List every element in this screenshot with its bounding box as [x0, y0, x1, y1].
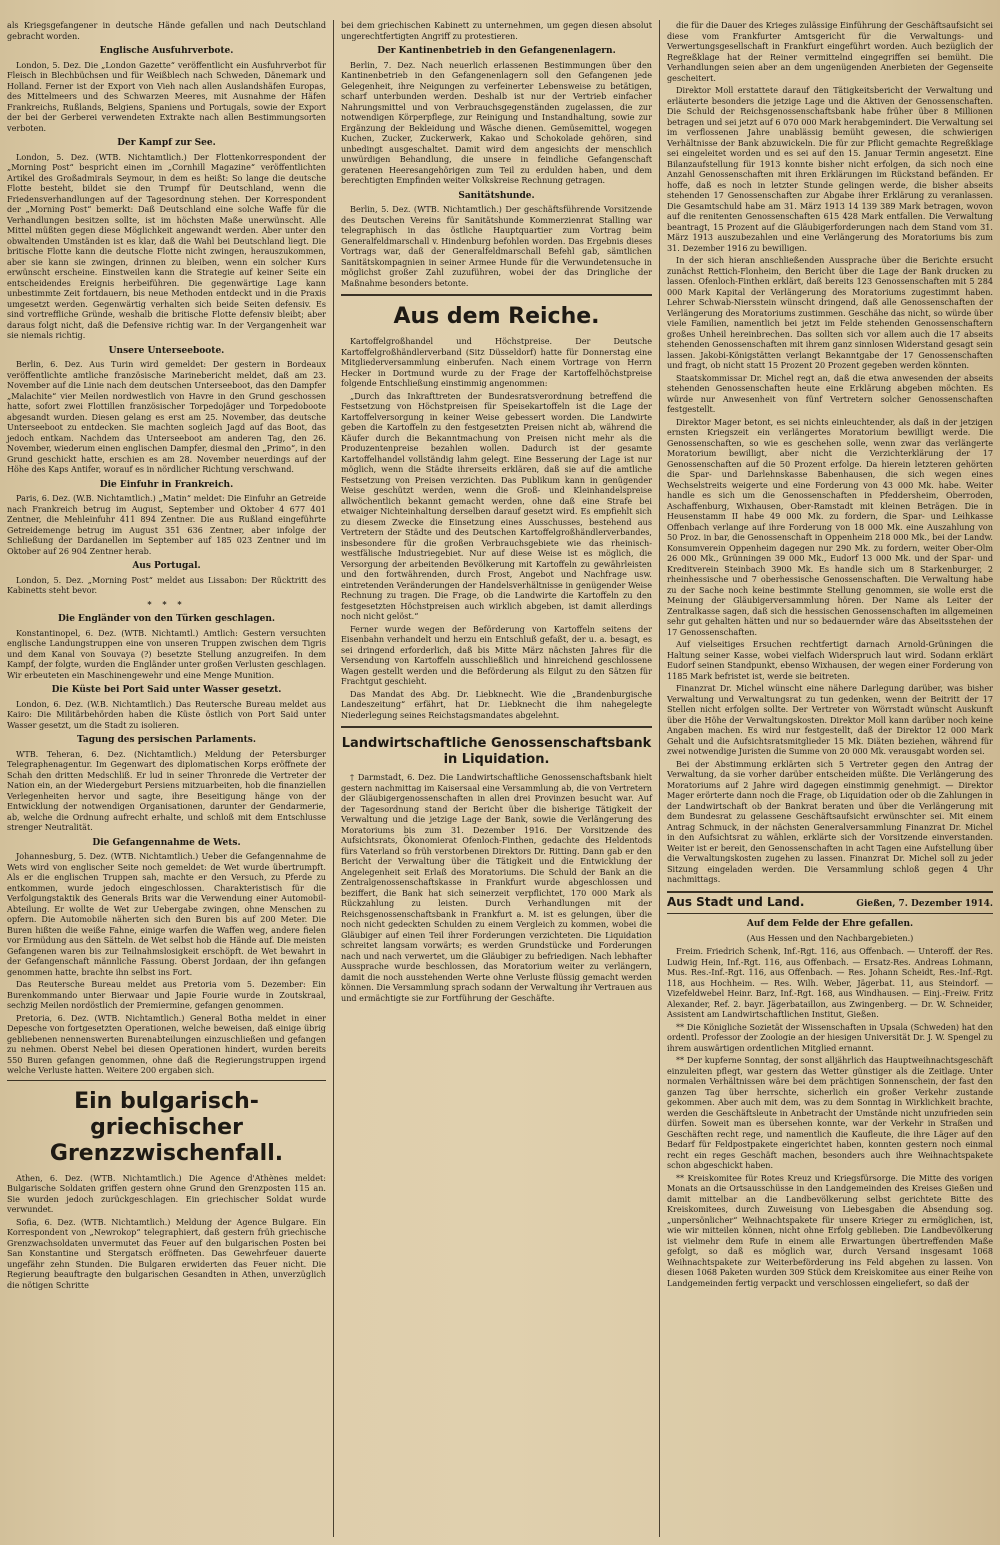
section-dateline: Gießen, 7. Dezember 1914. — [856, 898, 993, 909]
article-headline: Die Einfuhr in Frankreich. — [99, 479, 234, 490]
article-headline: Aus Portugal. — [132, 561, 201, 571]
article-paragraph: Auf vielseitiges Ersuchen rechtfertigt darnach Arnold-Grüningen die Haltung seiner Kasse, wobei vielfach Widerspruch laut wird. Sodann erklärt Eudorf seinen Standpunkt, ebenso Wixhausen, der wegen einer Forderung von 1185 Mark befristet ist, werde sie beitreten. — [667, 639, 993, 681]
gefallen-subtitle: (Aus Hessen und den Nachbargebieten.) — [746, 932, 914, 943]
divider — [7, 1080, 326, 1081]
article-paragraph: Kartoffelgroßhandel und Höchstpreise. Der Deutsche Kartoffelgroßhändlerverband (Sitz Düsseldorf) hatte für Donnerstag eine Mitgliederversammlung einberufen. Nach einem Vortrage von Herrn Hecker in Dortmund wurde zu der Frage der Kartoffelhöchstpreise folgende Entschließung einstimmig angenommen: — [341, 336, 652, 388]
article-headline: Die Küste bei Port Said unter Wasser gesetzt. — [51, 685, 282, 695]
article-paragraph: Konstantinopel, 6. Dez. (WTB. Nichtamtl.) Amtlich: Gestern versuchten englische Landungstruppen eine von unseren Truppen zwischen dem Tigris und dem Kanal von Souvaya (?) besetzte Stellung anzugreifen. In dem Kampf, der folgte, wurden die Engländer unter großen Verlusten geschlagen. Wir erbeuteten ein Maschinengewehr und eine Menge Munition. — [7, 627, 326, 680]
article-paragraph: Finanzrat Dr. Michel wünscht eine nähere Darlegung darüber, was bisher Verwaltung und Verwaltungsrat zu tun gedenken, wenn der Beitritt der 17 Stellen nicht erfolgen sollte. Der Vertreter von Wörrstadt wünscht Auskunft über die Höhe der Verwaltungskosten. Direktor Moll kann darüber noch keine Angaben machen. Es wird nur festgestellt, daß der Direktor 12 000 Mark Gehalt und die Aufsichtsratsmitglieder 15 Mk. Diäten beziehen, während für zwei notwendige Juristen die Summe von 20 000 Mk. verausgabt worden sei. — [667, 683, 993, 756]
article-paragraph: In der sich hieran anschließenden Aussprache über die Berichte ersucht zunächst Rettich-Flonheim, den Bericht über die Lage der Bank drucken zu lassen. Ofenloch-Finthen erklärt, daß bereits 123 Genossenschaften mit 5 284 000 Mark Kapital der Verlängerung des Moratoriums zugestimmt haben. Lehrer Schwab-Niersstein wünscht dringend, daß alle Genossenschaften der Verlängerung des Moratoriums zustimmen. Geschähe das nicht, so würde über viele Familien, namentlich bei jetzt im Felde stehenden Genossenschaftern großes Unheil hereinbrechen. Das sollten sich vor allem auch die 17 abseits stehenden Genossenschaften mit ihrem ganz sinnlosen Widerstand gesagt sein lassen. Jakobi-Königstätten verlangt Bekanntgabe der 17 Genossenschaften und fragt, ob nicht statt 15 Prozent 20 Prozent gegeben werden könnten. — [667, 255, 993, 370]
article-paragraph: † Darmstadt, 6. Dez. Die Landwirtschaftliche Genossenschaftsbank hielt gestern nachmittag im Kaisersaal eine Versammlung ab, die von Vertretern der Gläubigergenossenschaften in allen drei Provinzen besucht war. Auf der Tagesordnung stand der Bericht über die bisherige Tätigkeit der Verwaltung und die jetzige Lage der Bank, sowie die Verlängerung des Moratoriums bis zum 31. Dezember 1916. Der Vorsitzende des Aufsichtsrats, Ökonomierat Ofenloch-Finthen, gedachte des Heldentods fürs Vaterland so früh verstorbenen Direktors Dr. Ritting. Dann gab er den Bericht der Verwaltung über die Tätigkeit und die Entwicklung der Angelegenheit seit Erlaß des Moratoriums. Die Schuld der Bank an die Zentralgenossenschaftskasse in Frankfurt wurde abgeschlossen und beziffert, die Bank hat sich seinerzeit verpflichtet, 170 000 Mark als Rückzahlung zu leisten. Durch Verhandlungen mit der Reichsgenossenschaftsbank in Frankfurt a. M. ist es gelungen, über die noch nicht gedeckten Schulden zu einem Vergleich zu kommen, wobei die Gläubiger auf einen Teil ihrer Forderungen verzichteten. Die Liquidation schreitet langsam vorwärts; es werden Grundstücke und Forderungen nach und nach verwertet, um die Gläubiger zu befriedigen. Nach lebhafter Aussprache wurde beschlossen, das Moratorium weiter zu verlängern, damit die noch ausstehenden Werte ohne Verluste flüssig gemacht werden können. Die Versammlung sprach sodann der Verwaltung ihr Vertrauen aus und ermächtigte sie zur Fortführung der Geschäfte. — [341, 772, 652, 1003]
article-headline: Der Kantinenbetrieb in den Gefangenenlagern. — [377, 46, 616, 56]
article-paragraph: ** Der kupferne Sonntag, der sonst alljährlich das Hauptweihnachtsgeschäft einzuleiten pflegt, war gestern das Wetter günstiger als die Zeitlage. Unter normalen Verhältnissen wäre bei dem prächtigen Sonnenschein, der fast den ganzen Tag über herrschte, sicherlich ein großer Verkehr zustande gekommen. Aber auch mit dem, was zu dem Sonntag in Wirklichkeit brachte, werden die Geschäftsleute in Anbetracht der Umstände nicht unzufrieden sein dürfen. Soweit man es übersehen konnte, war der Verkehr in Straßen und Geschäften recht rege, und namentlich die Kaufleute, die ihre Läger auf den Bedarf für Feldpostpakete eingerichtet haben, konnten gestern noch einmal recht ein reges Geschäft machen, besonders auch ihre Weihnachtspakete schon abgeschickt haben. — [667, 1055, 993, 1170]
article-headline: Sanitätshunde. — [458, 190, 535, 201]
divider — [341, 294, 652, 296]
article-paragraph: Staatskommissar Dr. Michel regt an, daß die etwa anwesenden der abseits stehenden Genossenschaften heute eine Erklärung abgeben möchten. Es würde nur Anwesenheit von fünf Vertretern solcher Genossenschaften festgestellt. — [667, 372, 993, 414]
col2-articles — [341, 46, 652, 288]
article-paragraph: Berlin, 6. Dez. Aus Turin wird gemeldet: Der gestern in Bordeaux veröffentlichte amtliche französische Marinebericht meldet, daß am 23. November auf die Linie nach dem deutschen Unterseeboot, das den Dampfer „Malachite“ vier Meilen nordwestlich von Havre in den Grund geschossen hatte, sofort zwei Flottillen französischer Torpedojäger und Torpedoboote abgesandt wurden. Diesen gelang es erst am 25. November, das deutsche Unterseeboot zu entdecken. Sie machten sogleich Jagd auf das Boot, das jedoch entkam. Nachdem das Unterseeboot am anderen Tag, den 26. November, wiederum einen englischen Dampfer, diesmal den „Primo“, in den Grund geschickt hatte, erschien es am 28. November neuerdings auf der Höhe des Kaps Antifer, worauf es in nördlicher Richtung verschwand. — [7, 359, 326, 474]
article-paragraph: Ferner wurde wegen der Beförderung von Kartoffeln seitens der Eisenbahn verhandelt und herzu ein Entschluß gefaßt, der u. a. besagt, es sei dringend erforderlich, daß bis Mitte März nächsten Jahres für die Versendung von Kartoffeln ausschließlich und hinreichend geschlossene Wagen gestellt werden und die Beförderung als Eilgut zu den Sätzen für Frachtgut geschieht. — [341, 623, 652, 686]
divider — [667, 913, 993, 914]
col2-intro: bei dem griechischen Kabinett zu unternehmen, um gegen diesen absolut ungerechtfertigten Angriff zu protestieren. — [341, 20, 652, 41]
section-title: Aus Stadt und Land. — [667, 894, 805, 909]
article-paragraph: Paris, 6. Dez. (W.B. Nichtamtlich.) „Matin“ meldet: Die Einfuhr an Getreide nach Frankreich betrug im August, September und Oktober 4 677 401 Zentner, die Mehleinfuhr 411 894 Zentner. Die aus Rußland eingeführte Getreidemenge betrug im August 351 636 Zentner, aber infolge der Schließung der Dardanellen im September auf 185 023 Zentner und im Oktober auf 26 904 Zentner herab. — [7, 493, 326, 556]
article-paragraph: „Durch das Inkrafttreten der Bundesratsverordnung betreffend die Festsetzung von Höchstpreisen für Speisekartoffeln ist die Lage der Kartoffelversorgung in keiner Weise gebessert worden. Die Landwirte geben die Kartoffeln zu den festgesetzten Preisen nicht ab, während die Käufer durch die Bekanntmachung von Preisen nicht mehr als die Produzentenpreise bezahlen wollen. Dadurch ist der gesamte Kartoffelhandel vollständig lahm gelegt. Eine Besserung der Lage ist nur möglich, wenn die Städte ihrerseits erklären, daß sie auf die amtliche Festsetzung von Preisen verzichten. Das Publikum kann in genügender Weise geschützt werden, wenn die Groß- und Kleinhandelspreise allwöchentlich bekannt gemacht werden, ohne daß eine Strafe bei etwaiger Nichteinhaltung derselben darauf gesetzt wird. Es empfiehlt sich zu diesem Zwecke die Einsetzung eines Ausschusses, bestehend aus Vertretern der Städte und des Deutschen Kartoffelgroßhändlerverbandes, insbesondere für die großen Verbrauchsgebiete wie das rheinisch-westfälische Industriegebiet. Nur auf diese Weise ist es möglich, die Versorgung der arbeitenden Bevölkerung mit Kartoffeln zu gewährleisten und den fortwährenden, durch Frost, Angebot und Nachfrage usw. eintretenden Veränderungen der Handelsverhältnisse in genügender Weise Rechnung zu tragen. Die Frage, ob die Landwirte die Kartoffeln zu den festgesetzten Höchstpreisen auch wirklich abgeben, ist damit allerdings noch nicht gelöst.“ — [341, 390, 652, 621]
separator-stars: * * * — [147, 598, 186, 609]
col2-reich-article — [341, 336, 652, 720]
column-2 — [333, 20, 659, 1537]
article-paragraph: Berlin, 7. Dez. Nach neuerlich erlassenen Bestimmungen über den Kantinenbetrieb in den Gefangenenlagern soll den Gefangenen jede Gelegenheit, ihre Neigungen zu verfeinerter Lebensweise zu betätigen, scharf unterbunden werden. Deshalb ist nur der Vertrieb einfacher Nahrungsmittel und von Verbrauchsgegenständen zugelassen, die zur notwendigen Körperpflege, zur Reinigung und Instandhaltung, sowie zur Ergänzung der Bekleidung und Wäsche dienen. Gemüsemittel, wogegen Kuchen, Zucker, Zuckerwerk, Kakao und Schokolade gehören, sind unbedingt ausgeschaltet. Damit wird dem angesichts der menschlich unwürdigen Behandlung, die unsere in feindliche Gefangenschaft geratenen Heeresangehörigen zum Teil zu erdulden haben, und dem berechtigten Empfinden weiter Volkskreise Rechnung getragen. — [341, 59, 652, 185]
article-paragraph: die für die Dauer des Krieges zulässige Einführung der Geschäftsaufsicht sei diese vom Frankfurter Amtsgericht für die Verwaltungs- und Verwertungsgesellschaft in Frankfurt eingeführt worden. Auch bezüglich der Regreßklage hat der Reiner vermittelnd eingegriffen sei bemüht. Die Verhandlungen seien aber an dem ungenügenden Anerbieten der Gegenseite gescheitert. — [667, 20, 993, 83]
article-paragraph: Johannesburg, 5. Dez. (WTB. Nichtamtlich.) Ueber die Gefangennahme de Wets wird von englischer Seite noch gemeldet: de Wet wurde übertrumpft. Als er die englischen Truppen sah, machte er den Versuch, zu Pferde zu entkommen, wurde jedoch eingeschlossen. Charakteristisch für die Verfolgungstaktik des Generals Brits war die Verwendung einer Automobil-Abteilung. Er wollte de Wet zur Uebergabe zwingen, ohne Menschen zu opfern. Die Automobile näherten sich den Buren bis auf 200 Meter. Die Buren hißten die weiße Fahne, einige warfen die Waffen weg, andere fielen vor Ermüdung aus den Sätteln. de Wet selbst hob die Hände auf. Die meisten Gefangenen waren bis zur Teilnahmslosigkeit erschöpft. de Wet bewahrt in der Gefangenschaft männliche Fassung. Oberst Jordaan, der ihn gefangen genommen hatte, brachte ihn selbst ins Fort. — [7, 851, 326, 977]
headline-grenzzwischenfall: Ein bulgarisch-griechischer Grenzzwischenfall. — [49, 1088, 284, 1166]
column-3 — [659, 20, 1000, 1537]
article-paragraph: WTB. Teheran, 6. Dez. (Nichtamtlich.) Meldung der Petersburger Telegraphenagentur. Im Gegenwart des diplomatischen Korps eröffnete der Schah den dritten Medschliß. Er lud in seiner Thronrede die Vertreter der Nation ein, an der Wiedergeburt Persiens mitzuarbeiten, hob die finanziellen Verlegenheiten hervor und sagte, ihre Beseitigung hänge von der Entwicklung der notwendigen Organisationen, darunter der Gendarmerie, ab, welche die Ordnung aufrecht erhalte, und schloß mit dem Entschlusse strenger Neutralität. — [7, 748, 326, 832]
col2-bank-article — [341, 772, 652, 1003]
headline-genossenschaftsbank: Landwirtschaftliche Genossenschaftsbank in Liquidation. — [341, 736, 652, 767]
col1-articles — [7, 46, 326, 1076]
article-paragraph: ** Die Königliche Sozietät der Wissenschaften in Upsala (Schweden) hat den ordentl. Professor der Zoologie an der hiesigen Universität Dr. J. W. Spengel zu ihrem auswärtigen ordentlichen Mitglied ernannt. — [667, 1021, 993, 1053]
article-headline: Tagung des persischen Parlaments. — [77, 735, 256, 745]
article-paragraph: Berlin, 5. Dez. (WTB. Nichtamtlich.) Der geschäftsführende Vorsitzende des Deutschen Vereins für Sanitätshunde Kommerzienrat Stalling war telegraphisch in das östliche Hauptquartier zum Vortrag beim Generalfeldmarschall v. Hindenburg befohlen worden. Das Ergebnis dieses Vortrags war, daß der Generalfeldmarschall Befehl gab, sämtlichen Sanitätskompagnien in seiner Armee Hunde für die Verwundetensuche in möglichst großer Zahl zuzuführen, wobei der das Dringliche der Maßnahme besonders betonte. — [341, 204, 652, 288]
article-headline: Die Engländer von den Türken geschlagen. — [57, 614, 276, 624]
col1-intro: als Kriegsgefangener in deutsche Hände gefallen und nach Deutschland gebracht worden. — [7, 20, 326, 41]
article-paragraph: Bei der Abstimmung erklärten sich 5 Vertreter gegen den Antrag der Verwaltung, da sie vorher darüber entscheiden müßte. Die Verlängerung des Moratoriums auf 2 Jahre wird dagegen einstimmig genehmigt. — Direktor Mager erörterte dann noch die Frage, ob Liquidation oder ob die Zahlungen in der Landwirtschaft ob der Bankrat beraten und über die Verlängerung mit dem Bundesrat zu gelassene Geschäftsaufsicht erwünschter sei. Mit einem Antrag Schmuck, in der nächsten Generalversammlung Finanzrat Dr. Michel in den Aufsichtsrat zu wählen, erklärte sich der Vorsitzende einverstanden. Weiter ist er bereit, den Genossenschaften in acht Tagen eine Aufstellung über die Verwaltungskosten zugehen zu lassen. Finanzrat Dr. Michel soll zu jeder Sitzung eingeladen werden. Die Versammlung schloß gegen 4 Uhr nachmittags. — [667, 758, 993, 884]
article-paragraph: Das Mandat des Abg. Dr. Liebknecht. Wie die „Brandenburgische Landeszeitung“ erfährt, hat Dr. Liebknecht die ihm nahegelegte Niederlegung seines Reichstagsmandates abgelehnt. — [341, 688, 652, 720]
article-paragraph: London, 6. Dez. (W.B. Nichtamtlich.) Das Reutersche Bureau meldet aus Kairo: Die Militärbehörden haben die Küste östlich von Port Said unter Wasser gesetzt, um die Stadt zu isolieren. — [7, 698, 326, 730]
article-paragraph: London, 5. Dez. Die „London Gazette“ veröffentlicht ein Ausfuhrverbot für Fleisch in Blechbüchsen und für Weißblech nach Schweden, Dänemark und Holland. Ferner ist der Export von Vieh nach allen Auslandshäfen Europas, des Mittelmeers und des Schwarzen Meeres, mit Ausnahme der Häfen Frankreichs, Rußlands, Belgiens, Spaniens und Portugals, sowie der Export der bei der Gerberei verwendeten Extrakte nach allen Bestimmungsorten verboten. — [7, 59, 326, 133]
article-headline: Unsere Unterseeboote. — [108, 345, 225, 356]
article-paragraph: London, 5. Dez. „Morning Post“ meldet aus Lissabon: Der Rücktritt des Kabinetts steht bevor. — [7, 574, 326, 595]
article-headline: Die Gefangennahme de Wets. — [92, 837, 241, 848]
article-paragraph: Direktor Mager betont, es sei nichts einleuchtender, als daß in der jetzigen ernsten Kriegszeit ein verlängertes Moratorium bewilligt werde. Die Genossenschaften, so wie es geschehen solle, wenn zwar das verlängerte Moratorium bewilligt, aber nicht die Verzichterklärung der 17 Genossenschaften auf die 50 Prozent erfolge. Da hierein letzteren gehörten die Spar- und Darlehnskasse Babenhausen, die sich wegen eines Wechselstreits weigerte und eine Forderung von 43 000 Mk. habe. Weiter handle es sich um die Genossenschaften in Pfeddersheim, Oberroden, Aschaffenburg, Wixhausen, Ober-Ramstadt mit kleinen Beträgen. Die in Heusenstamm II habe 49 000 Mk. zu fordern, die Spar- und Leihkasse Offenbach verlange auf ihre Forderung von 18 000 Mk. eine Auszahlung von 50 Proz. in bar, die Genossenschaft in Oppenheim 218 000 Mk., bei der Landw. Konsumverein Oppenheim dagegen nur 290 Mk. zu fordern, weiter Ober-Olm 26 000 Mk., Grünningen 39 000 Mk., Eudorf 13 000 Mk. und der Spar- und Kreditverein Steinbach 3900 Mk. Es handle sich um 8 Starkenburger, 2 rheinhessische und 7 oberhessische Genossenschaften. Die Verwaltung habe zu der Sache noch keine bestimmte Stellung genommen, sie wolle erst die Meinung der Gläubigerversammlung hören. Der Name als Leiter der Zentralkasse sagen, daß sich die hessischen Genossenschaften im allgemeinen sehr gut gehalten hätten und nur so bedauernder wäre das Abseitsstehen der 17 Genossenschaften. — [667, 416, 993, 637]
col3-bank-continuation — [667, 20, 993, 885]
article-paragraph: Sofia, 6. Dez. (WTB. Nichtamtlich.) Meldung der Agence Bulgare. Ein Korrespondent von „Newrokop“ telegraphiert, daß gestern früh griechische Grenzwachsoldaten unvermutet das Feuer auf den bulgarischen Posten bei San Konstantine und Stergatsch eröffneten. Das Gewehrfeuer dauerte ungefähr zehn Stunden. Die Bulgaren erwiderten das Feuer nicht. Die Regierung beauftragte den bulgarischen Gesandten in Athen, unverzüglich die nötigen Schritte — [7, 1216, 326, 1290]
divider — [667, 891, 993, 893]
article-paragraph: London, 5. Dez. (WTB. Nichtamtlich.) Der Flottenkorrespondent der „Morning Post“ bespricht einen im „Cornhill Magazine“ veröffentlichten Artikel des Großadmirals Seymour, in dem es heißt: So lange die deutsche Flotte besteht, bildet sie den Trumpf für Deutschland, wenn die Friedensverhandlungen auf der Tagesordnung stehen. Der Korrespondent der „Morning Post“ bemerkt: Daß Deutschland eine solche Waffe für die Verhandlungen besitzen sollte, ist im höchsten Maße unerwünscht. Alle Mittel müßten gegen diese Möglichkeit angewandt werden. Aber unter den obwaltenden Umständen ist es klar, daß die Wahl bei Deutschland liegt. Die britische Flotte kann die deutsche Flotte nicht zwingen, herauszukommen, aber sie kann sie zwingen, drinnen zu bleiben, wenn ein solcher Kurs erwünscht erscheine. Einstweilen kann die Strategie auf keiner Seite ein entscheidendes Ereignis herbeiführen. Die gegenwärtige Lage kann unbestimmte Zeit fortdauern, bis neue Methoden entdeckt und in die Praxis umgesetzt werden. Gegenwärtig verhalten sich beide Seiten defensiv. Es sind vortreffliche Gründe, weshalb die britische Flotte defensiv bleibt; aber daraus folgt nicht, daß die Defensive richtig war. In der Vergangenheit war sie niemals richtig. — [7, 151, 326, 340]
article-paragraph: ** Kreiskomitee für Rotes Kreuz und Kriegsfürsorge. Die Mitte des vorigen Monats an die Ortsausschüsse in den Landgemeinden des Kreises Gießen und damit mittelbar an die Landbevölkerung selbst gerichtete Bitte des Kreiskomitees, durch Zuweisung von Liebesgaben die Absendung sog. „unpersönlicher“ Weihnachtspakete für unsere Krieger zu ermöglichen, ist, wie wir mitteilen können, nicht ohne Erfolg geblieben. Die Landbevölkerung ist vielmehr dem Rufe in einem alle Erwartungen übertreffenden Maße gefolgt, so daß es möglich war, durch Versand insgesamt 1068 Weihnachtspakete zur Weiterbeförderung ins Feld abgehen zu lassen. Von diesen 1068 Paketen wurden 309 Stück dem Kreiskomitee aus einer Reihe von Landgemeinden fertig verpackt und verschlossen eingeliefert, so daß der — [667, 1172, 993, 1288]
column-1 — [0, 20, 333, 1537]
article-paragraph: Pretoria, 6. Dez. (WTB. Nichtamtlich.) General Botha meldet in einer Depesche von fortgesetzten Operationen, welche beweisen, daß einige übrig gebliebenen nennenswerten Burenabteilungen einzuschließen und gefangen zu nehmen. Oberst Nebel bei diesen Operationen hindert, wurden bereits 550 Buren gefangen genommen, ohne daß die Regierungstruppen irgend welche Verluste hatten. Weitere 200 ergaben sich. — [7, 1012, 326, 1075]
divider — [341, 726, 652, 728]
headline-aus-dem-reiche: Aus dem Reiche. — [393, 304, 600, 329]
gefallen-list: Freim. Friedrich Schenk, Inf.-Rgt. 116, aus Offenbach. — Unteroff. der Res. Ludwig Hein, Inf.-Rgt. 116, aus Offenbach. — Ersatz-Res. Andreas Lohmann, Mus. Res.-Inf.-Rgt. 116, aus Offenbach. — Res. Johann Scheidt, Res.-Inf.-Rgt. 118, aus Hochheim. — Res. Wilh. Weber, Jägerbat. 11, aus Steindorf. — Vizefeldwebel Heinr. Barz, Inf.-Rgt. 168, aus Windhausen. — Einj.-Freiw. Fritz Alexander, Ref. 2. bayr. Jägerbataillon, aus Zwingenberg. — Dr. W. Schneider, Assistent am Landwirtschaftlichen Institut, Gießen. — [667, 946, 993, 1019]
col3-local-news — [667, 1022, 993, 1289]
article-paragraph: Direktor Moll erstattete darauf den Tätigkeitsbericht der Verwaltung und erläuterte besonders die jetzige Lage und die Aktiven der Genossenschaften. Die Schuld der Reichsgenossenschaftsbank habe früher über 8 Millionen betragen und sei jetzt auf 6 070 000 Mark herabgemindert. Die Verwaltung sei im verflossenen Jahre unablässig bemüht gewesen, die schwierigen Verhältnisse der Bank abzuwickeln. Die für zur Pflicht gemachte Regreßklage sei eingeleitet worden und es sei auf den 15. Januar Termin angesetzt. Eine Bilanzaufstellung für 1913 konnte bisher nicht erfolgen, da sich noch eine Anzahl Genossenschaften mit ihren Erklärungen im Rückstand befänden. Er hoffe, daß es noch in letzter Stunde gelingen werde, die bisher abseits stehenden 17 Genossenschaften zur Abgabe ihrer Erklärung zu veranlassen. Die Gesamtschuld habe am 31. März 1913 14 139 389 Mark betragen, wovon auf die renitenten Genossenschaften 615 428 Mark entfallen. Die Verwaltung beantragt, 15 Prozent auf die Gläubigerforderungen nach dem Stand vom 31. März 1913 auszubezahlen und eine Verlängerung des Moratoriums bis zum 31. Dezember 1916 zu bewilligen. — [667, 85, 993, 253]
article-headline: Englische Ausfuhrverbote. — [99, 46, 234, 56]
headline-gefallen: Auf dem Felde der Ehre gefallen. — [746, 919, 914, 929]
article-paragraph: Athen, 6. Dez. (WTB. Nichtamtlich.) Die Agence d'Athènes meldet: Bulgarische Soldaten griffen gestern ohne Grund den Grenzposten 115 an. Sie wurden jedoch zurückgeschlagen. Ein griechischer Soldat wurde verwundet. — [7, 1172, 326, 1214]
article-paragraph: Das Reutersche Bureau meldet aus Pretoria vom 5. Dezember: Ein Burenkommando unter Bierwaar und Japie Fourie wurde in Zoutskraal, sechzig Meilen nordöstlich der Premiermine, gefangen genommen. — [7, 979, 326, 1010]
article-headline: Der Kampf zur See. — [117, 138, 216, 148]
section-header — [667, 894, 993, 910]
col1-big-article — [7, 1173, 326, 1291]
